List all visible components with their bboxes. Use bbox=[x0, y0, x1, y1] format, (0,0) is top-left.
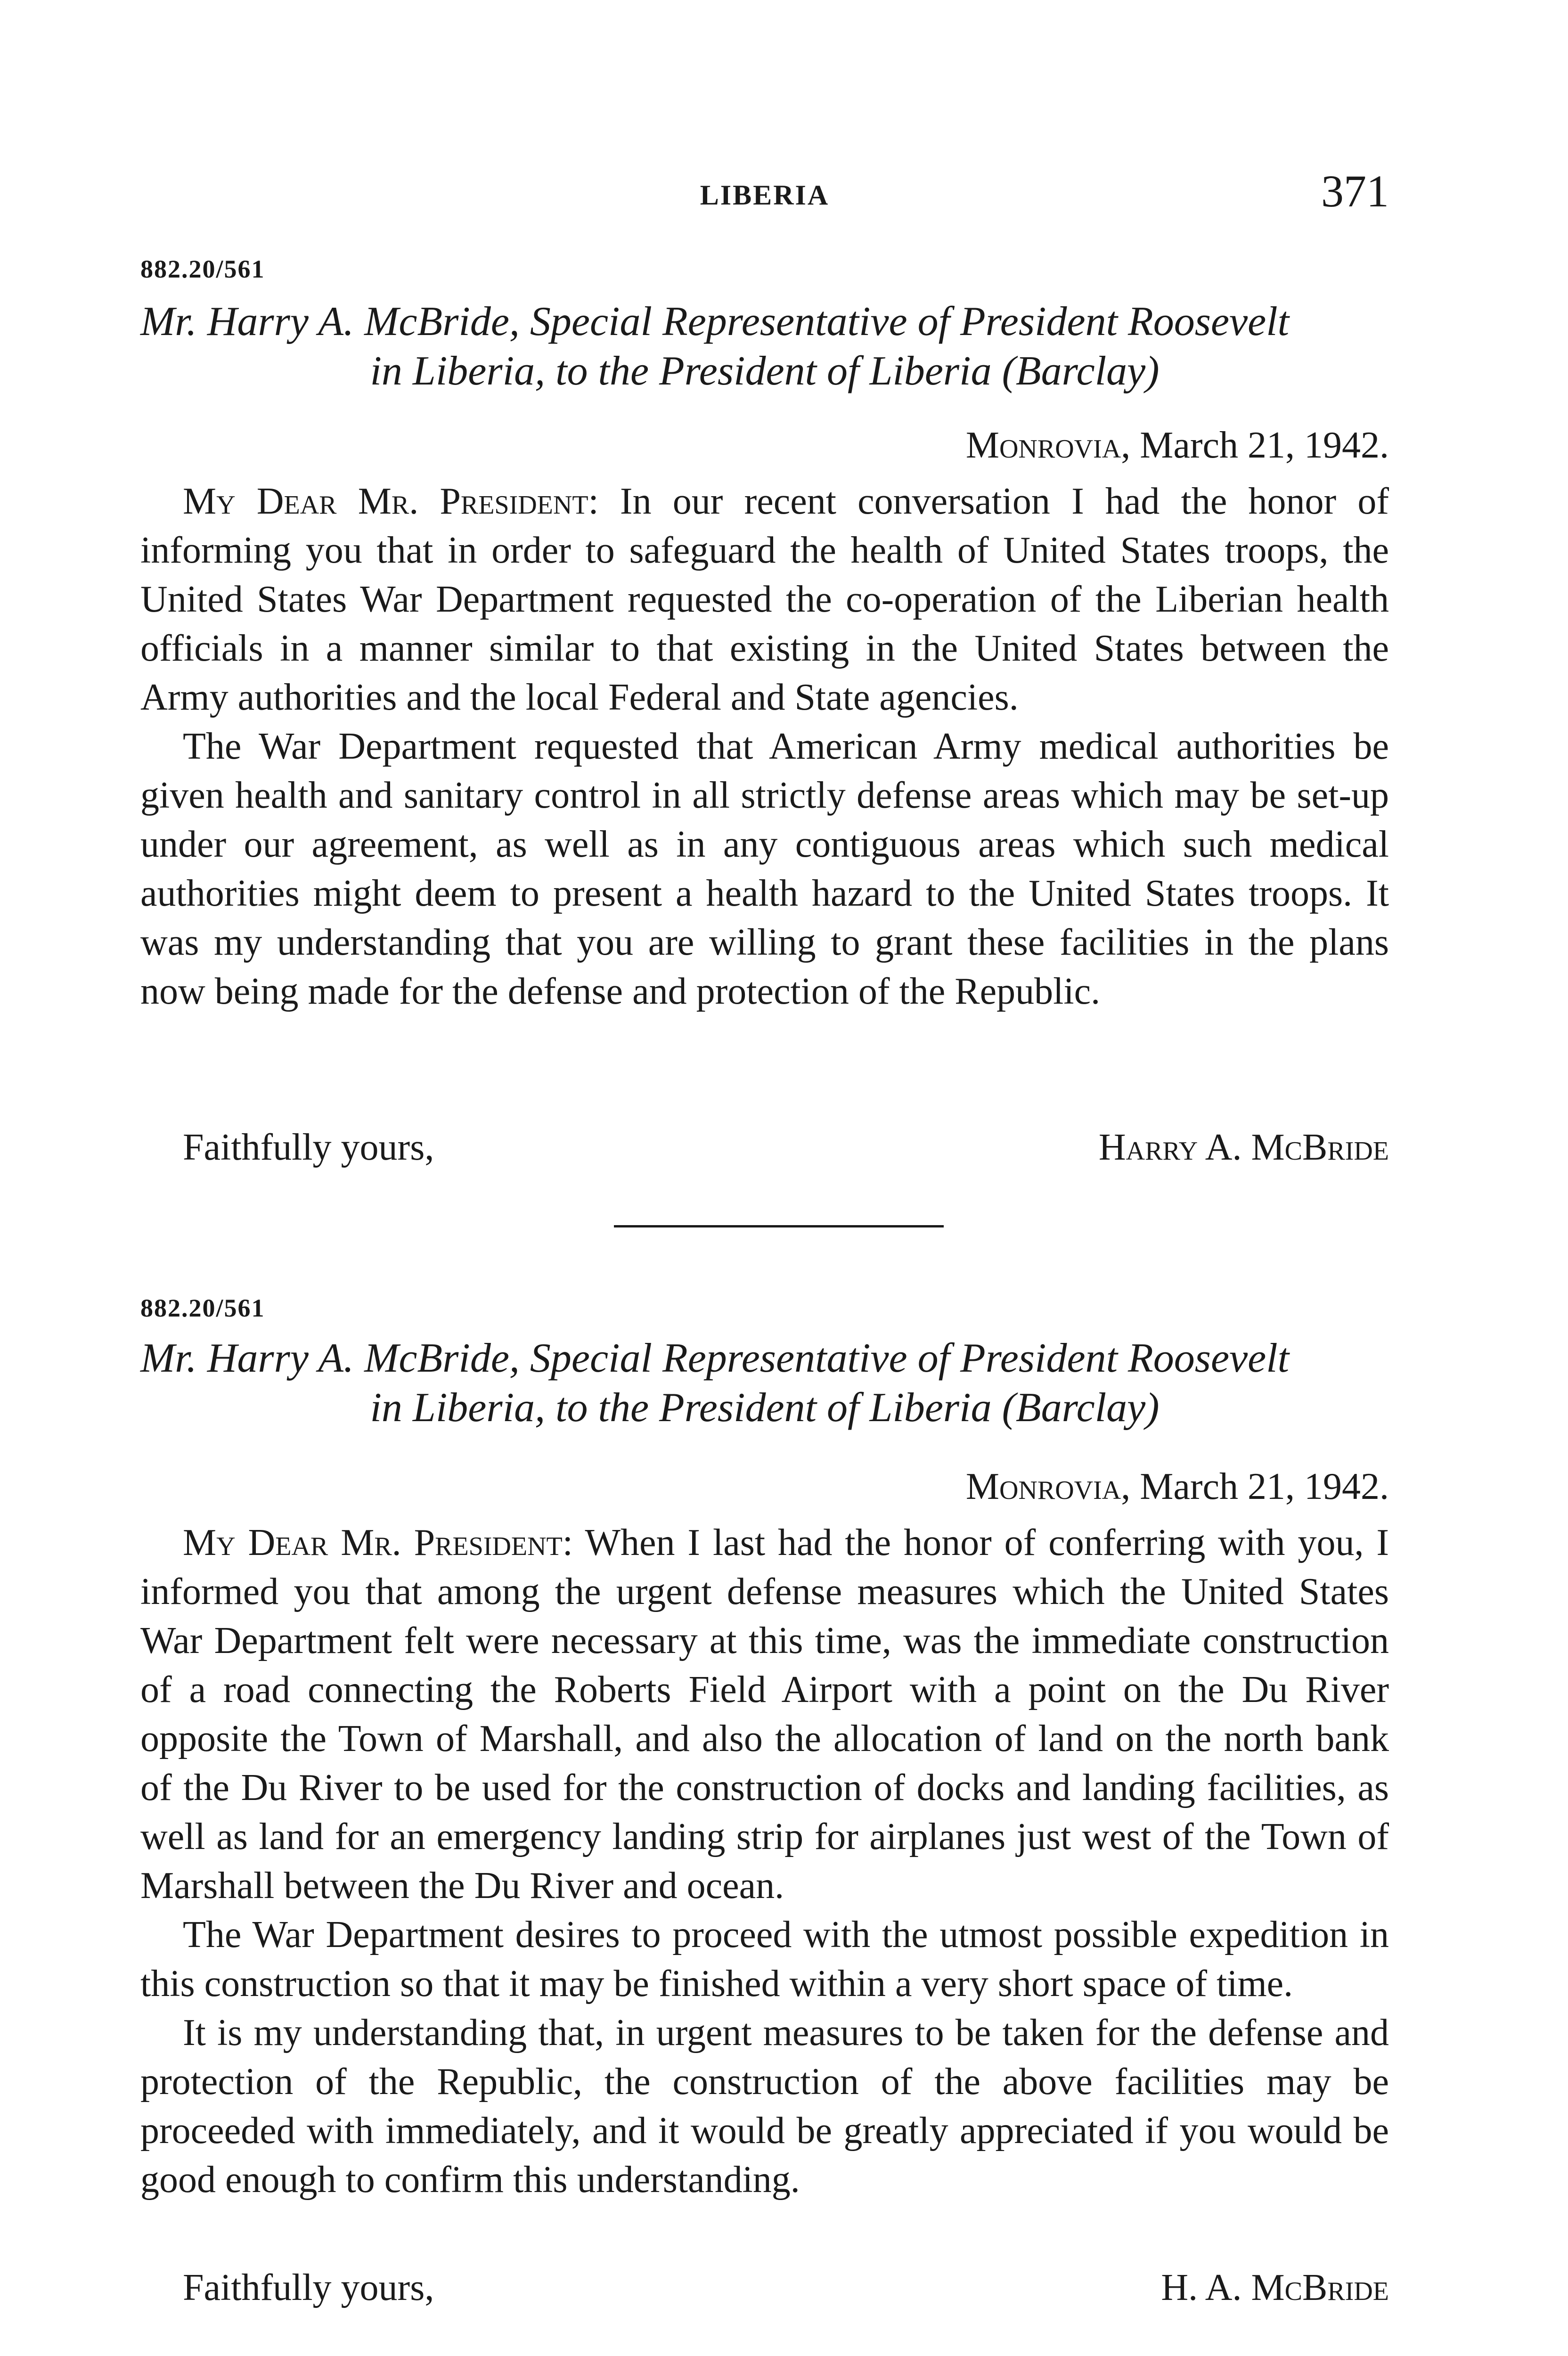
paragraph: The War Department requested that American Army medical authorities be given health and sanitary control in all strictly defense areas which may be set-up under our agreement, as well as in any contiguous areas which such medical authorities might deem to present a health hazard to the United States troops. It was my understanding that you are willing to grant these facilities in the plans now being made for the defense and protection of the Republic. bbox=[140, 726, 1389, 1012]
heading-line: Mr. Harry A. McBride, Special Representative of President Roosevelt bbox=[140, 1335, 1290, 1381]
paragraph-text: When I last had the honor of conferring with you, I informed you that among the urgent defense measures which the United States War Department felt were necessary at this time, was the immediate construction of a road connecting the Roberts Field Airport with a point on the Du River opposite the Town of Marshall, and also the allocation of land on the north bank of the Du River to be used for the construction of docks and landing facilities, as well as land for an emergency landing strip for airplanes just west of the Town of Marshall between the Du River and ocean. bbox=[140, 1522, 1389, 1906]
document-heading bbox=[140, 1333, 1389, 1432]
closing-line bbox=[183, 2266, 1389, 2309]
page-number: 371 bbox=[1321, 166, 1389, 216]
file-number: 882.20/561 bbox=[140, 255, 265, 283]
letter-body bbox=[140, 477, 1389, 1016]
signature: H. A. McBride bbox=[1161, 2267, 1389, 2308]
dateline-place: Monrovia, bbox=[965, 425, 1131, 466]
paragraph: The War Department desires to proceed with the utmost possible expedition in this construction so that it may be finished within a very short space of time. bbox=[140, 1914, 1389, 2004]
salutation: My Dear Mr. President: bbox=[183, 1522, 573, 1563]
signature: Harry A. McBride bbox=[1098, 1127, 1389, 1168]
section-divider bbox=[614, 1225, 944, 1227]
running-head bbox=[140, 165, 1389, 231]
heading-line: in Liberia, to the President of Liberia (Barclay) bbox=[370, 1385, 1160, 1431]
document-heading bbox=[140, 297, 1389, 396]
closing: Faithfully yours, bbox=[183, 1127, 434, 1168]
heading-line: in Liberia, to the President of Liberia (Barclay) bbox=[370, 348, 1160, 394]
dateline bbox=[966, 424, 1389, 467]
closing: Faithfully yours, bbox=[183, 2267, 434, 2308]
paragraph-text: In our recent conversation I had the honor of informing you that in order to safeguard the health of United States troops, the United States War Department requested the co-operation of the Liberian health officials in a manner similar to that existing in the United States between the Army authorities and the local Federal and State agencies. bbox=[140, 481, 1389, 718]
heading-line: Mr. Harry A. McBride, Special Representative of President Roosevelt bbox=[140, 299, 1290, 344]
letter-body bbox=[140, 1518, 1389, 2204]
dateline-date: March 21, 1942. bbox=[1130, 425, 1389, 466]
dateline bbox=[966, 1465, 1389, 1508]
paragraph bbox=[140, 477, 1389, 722]
salutation: My Dear Mr. President: bbox=[183, 481, 599, 522]
dateline-place: Monrovia, bbox=[965, 1466, 1131, 1507]
paragraph: It is my understanding that, in urgent measures to be taken for the defense and protection of the Republic, the construction of the above facilities may be proceeded with immediately, and it would be greatly appreciated if you would be good enough to confirm this understanding. bbox=[140, 2012, 1389, 2201]
closing-line bbox=[183, 1126, 1389, 1169]
dateline-date: March 21, 1942. bbox=[1130, 1466, 1389, 1507]
paragraph bbox=[140, 1518, 1389, 1910]
running-title: LIBERIA bbox=[700, 180, 830, 211]
document-page bbox=[140, 0, 1389, 2356]
file-number: 882.20/561 bbox=[140, 1294, 265, 1322]
